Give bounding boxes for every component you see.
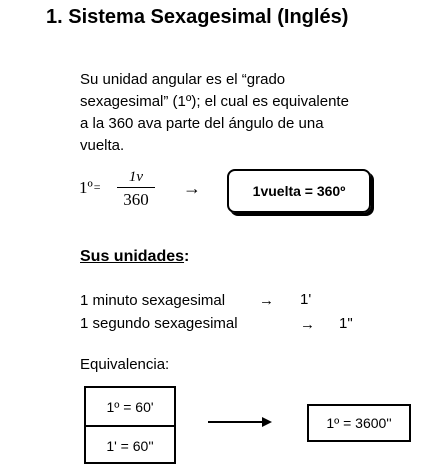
fraction-bar [117,187,155,188]
intro-line: sexagesimal” (1º); el cual es equivalente [80,93,349,110]
intro-line: a la 360 ava parte del ángulo de una [80,115,324,132]
unit-row-minute [80,292,225,309]
equivalencia-label: Equivalencia: [80,356,170,373]
units-heading-colon: : [184,248,190,265]
arrow-right-icon: → [183,178,201,198]
formula-degree: 1º [79,178,93,197]
fraction-denominator: 360 [123,190,149,209]
equivalence-table [84,386,176,464]
unit-label: 1 segundo sexagesimal [80,315,238,332]
formula-lhs [79,178,101,198]
fraction-numerator: 1v [128,169,144,185]
equivalence-degree-minutes: 1º = 60' [106,398,154,415]
units-heading [80,248,189,266]
intro-line: vuelta. [80,137,125,154]
result-box: 1º = 3600'' [307,404,411,442]
formula-equals: = [93,180,101,194]
unit-value: 1' [300,291,312,308]
arrow-right-icon: → [259,292,274,309]
unit-label: 1 minuto sexagesimal [80,292,226,309]
vuelta-equation-box: 1vuelta = 360º [227,169,371,213]
unit-row-second [80,315,238,332]
units-heading-text: Sus unidades [80,248,185,265]
intro-line: Su unidad angular es el “grado [80,71,286,88]
equivalence-minute-seconds: 1' = 60'' [86,425,174,464]
long-arrow-right-icon [208,414,272,430]
intro-paragraph [80,69,420,157]
arrow-right-icon: → [300,316,315,333]
section-title: 1. Sistema Sexagesimal (Inglés) [46,6,349,28]
formula-fraction [117,168,155,211]
unit-value: 1" [339,315,353,332]
